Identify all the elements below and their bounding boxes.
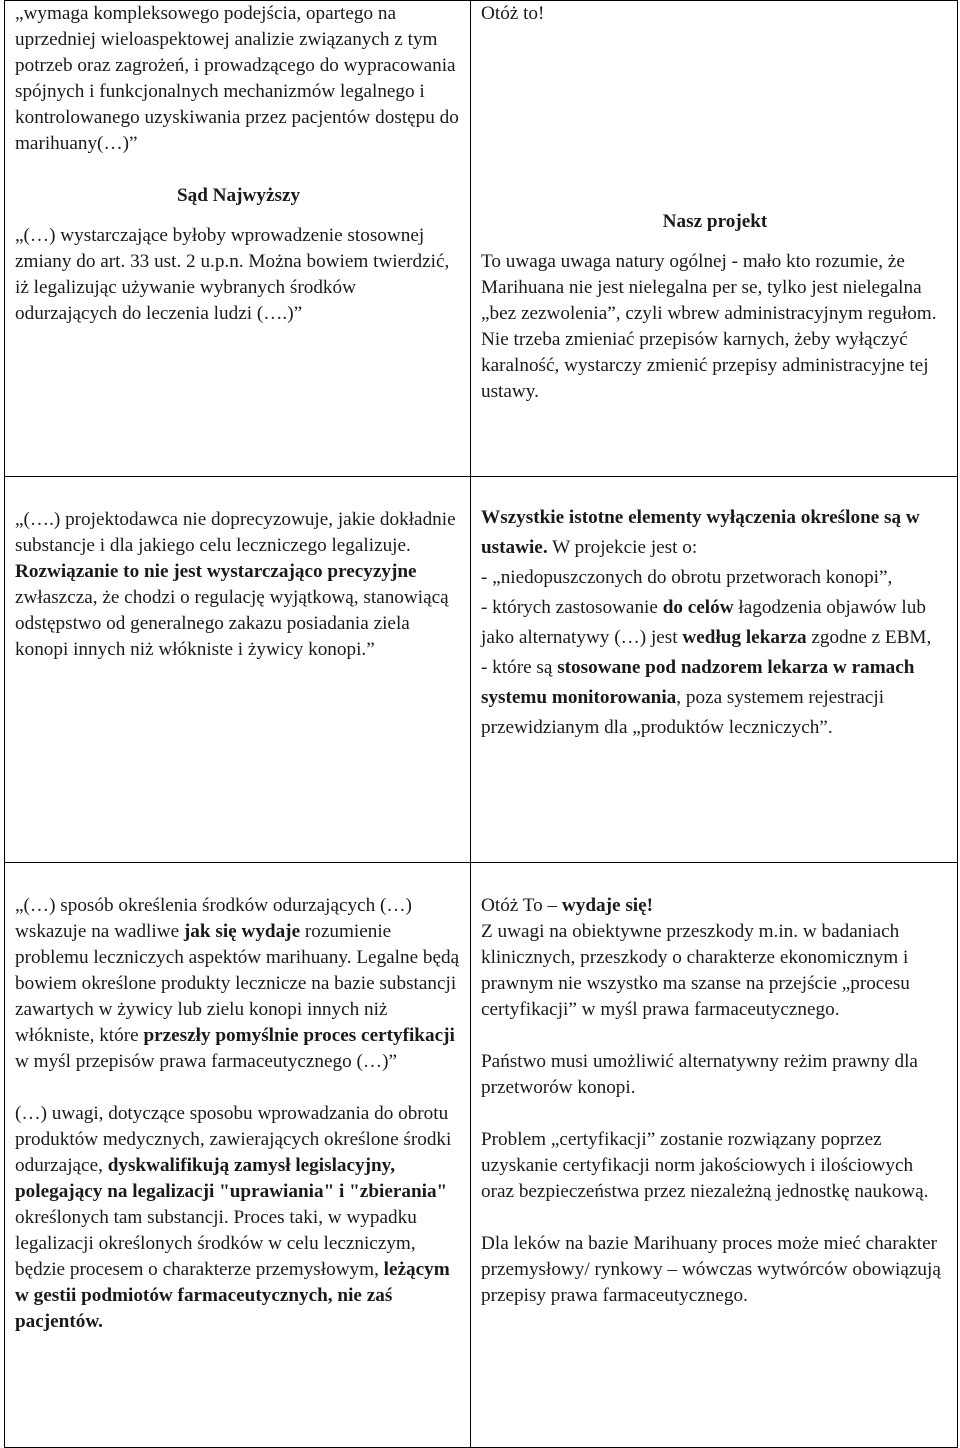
- table-row: [5, 863, 958, 1448]
- table-cell-response: [471, 1, 958, 477]
- list-item: - których zastosowanie do celów łagodzenia objawów lub jako alternatywy (…) jest według lekarza zgodne z EBM,: [481, 597, 932, 648]
- opinion-quote: (…) uwagi, dotyczące sposobu wprowadzania do obrotu produktów medycznych, zawierających określone środki odurzające, dyskwalifikują zamysł legislacyjny, polegający na legalizacji "uprawiania" i "zbierania" określonych tam substancji. Proces taki, w wypadku legalizacji określonych środków w celu leczniczym, będzie procesem o charakterze przemysłowym, leżącym w gestii podmiotów farmaceutycznych, nie zaś pacjentów.: [15, 1103, 452, 1332]
- opinion-quote: „(….) projektodawca nie doprecyzowuje, jakie dokładnie substancje i dla jakiego celu leczniczego legalizuje. Rozwiązanie to nie jest wystarczająco precyzyjne zwłaszcza, że chodzi o regulację wyjątkową, stanowiącą odstępstwo od generalnego zakazu posiadania ziela konopi innych niż włókniste i żywicy konopi.”: [15, 509, 456, 660]
- table-row: [5, 1, 958, 477]
- response-text: Problem „certyfikacji” zostanie rozwiązany poprzez uzyskanie certyfikacji norm jakościowych i ilościowych oraz bezpieczeństwa przez niezależną jednostkę naukową.: [481, 1129, 929, 1202]
- opinion-quote: „(…) sposób określenia środków odurzających (…) wskazuje na wadliwe jak się wydaje rozumienie problemu leczniczych aspektów marihuany. Legalne będą bowiem określone produkty lecznicze na bazie substancji zawartych w żywicy lub zielu konopi innych niż włókniste, które przeszły pomyślnie proces certyfikacji w myśl przepisów prawa farmaceutycznego (…)”: [15, 895, 460, 1072]
- table-cell-opinion: [5, 477, 471, 863]
- list-item: - które są stosowane pod nadzorem lekarza w ramach systemu monitorowania, poza systemem rejestracji przewidzianym dla „produktów leczniczych”.: [481, 657, 915, 738]
- response-text: Wszystkie istotne elementy wyłączenia określone są w ustawie. W projekcie jest o:: [481, 507, 920, 558]
- cell-heading: Sąd Najwyższy: [176, 185, 301, 206]
- response-text: Dla leków na bazie Marihuany proces może mieć charakter przemysłowy/ rynkowy – wówczas wytwórców obowiązują przepisy prawa farmaceutycznego.: [481, 1233, 941, 1306]
- table-cell-opinion: [5, 863, 471, 1448]
- response-text: To uwaga uwaga natury ogólnej - mało kto rozumie, że Marihuana nie jest nielegalna per se, tylko jest nielegalna „bez zezwolenia”, czyli wbrew administracyjnym regułom.: [481, 251, 937, 324]
- response-text: Nie trzeba zmieniać przepisów karnych, żeby wyłączyć karalność, wystarczy zmienić przepisy administracyjne tej ustawy.: [481, 329, 929, 402]
- cell-heading: Nasz projekt: [662, 211, 768, 232]
- response-text: Otóż To – wydaje się! Z uwagi na obiektywne przeszkody m.in. w badaniach klinicznych, przeszkody o charakterze ekonomicznym i prawnym nie wszystko ma szanse na przejście „procesu certyfikacji” w myśl prawa farmaceutycznego.: [481, 895, 910, 1020]
- response-text: Otóż to!: [481, 3, 545, 24]
- table-cell-response: [471, 477, 958, 863]
- comparison-table: [4, 0, 958, 1448]
- opinion-quote: „(…) wystarczające byłoby wprowadzenie stosownej zmiany do art. 33 ust. 2 u.p.n. Można bowiem twierdzić, iż legalizując używanie wybranych środków odurzających do leczenia ludzi (….)”: [15, 225, 450, 324]
- table-cell-opinion: [5, 1, 471, 477]
- opinion-quote: „wymaga kompleksowego podejścia, opartego na uprzedniej wieloaspektowej analizie związanych z tym potrzeb oraz zagrożeń, i prowadzącego do wypracowania spójnych i funkcjonalnych mechanizmów legalnego i kontrolowanego uzyskiwania przez pacjentów dostępu do marihuany(…)”: [15, 3, 459, 154]
- response-text: Państwo musi umożliwić alternatywny reżim prawny dla przetworów konopi.: [481, 1051, 918, 1098]
- table-cell-response: [471, 863, 958, 1448]
- list-item: - „niedopuszczonych do obrotu przetworach konopi”,: [481, 567, 893, 588]
- table-row: [5, 477, 958, 863]
